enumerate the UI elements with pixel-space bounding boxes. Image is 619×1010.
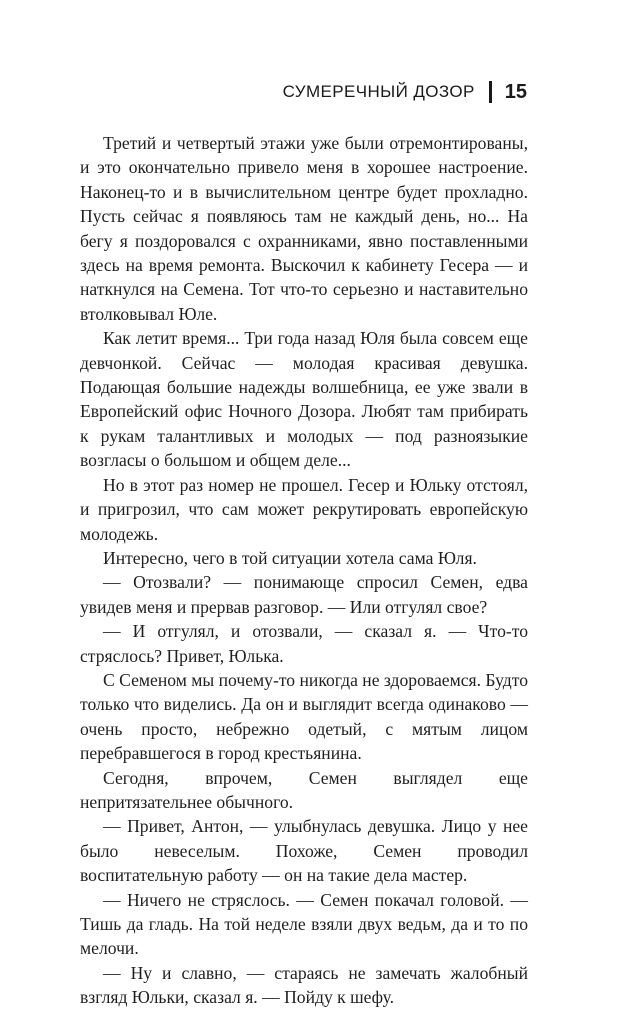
body-text bbox=[80, 131, 528, 1010]
paragraph: Как летит время... Три года назад Юля была совсем еще девчонкой. Сейчас — молодая красивая девушка. Подающая большие надежды волшебница, ее уже звали в Европейский офис Ночного Дозора. Любят там прибирать к рукам талантливых и молодых — под разноязыкие возгласы о большом и общем деле... bbox=[80, 328, 528, 471]
paragraph: С Семеном мы почему-то никогда не здороваемся. Будто только что виделись. Да он и выглядит всегда одинаково — очень просто, небрежно одетый, с мятым лицом перебравшегося в город крестьянина. bbox=[80, 669, 528, 764]
paragraph: Но в этот раз номер не прошел. Гесер и Юльку отстоял, и пригрозил, что сам может рекрутировать европейскую молодежь. bbox=[80, 474, 528, 544]
paragraph: Сегодня, впрочем, Семен выглядел еще непритязательнее обычного. bbox=[80, 767, 528, 812]
paragraph: — Ничего не стряслось. — Семен покачал головой. — Тишь да гладь. На той неделе взяли двух ведьм, да и то по мелочи. bbox=[80, 889, 528, 959]
page-number: 15 bbox=[504, 80, 527, 103]
paragraph: — Привет, Антон, — улыбнулась девушка. Лицо у нее было невеселым. Похоже, Семен проводил воспитательную работу — он на такие дела мастер. bbox=[80, 816, 528, 886]
header-separator bbox=[489, 81, 492, 103]
paragraph: Интересно, чего в той ситуации хотела сама Юля. bbox=[103, 547, 477, 568]
paragraph: — Отозвали? — понимающе спросил Семен, едва увидев меня и прервав разговор. — Или отгулял свое? bbox=[80, 572, 528, 617]
paragraph: Третий и четвертый этажи уже были отремонтированы, и это окончательно привело меня в хорошее настроение. Наконец-то и в вычислительном центре будет прохладно. Пусть сейчас я появляюсь там не каждый день, но... На бегу я поздоровался с охранниками, явно поставленными здесь на время ремонта. Выскочил к кабинету Гесера — и наткнулся на Семена. Тот что-то серьезно и наставительно втолковывал Юле. bbox=[80, 133, 528, 324]
running-title: СУМЕРЕЧНЫЙ ДОЗОР bbox=[282, 82, 475, 101]
paragraph: — Ну и славно, — стараясь не замечать жалобный взгляд Юльки, сказал я. — Пойду к шефу. bbox=[80, 962, 528, 1008]
running-header bbox=[283, 72, 527, 112]
paragraph: — И отгулял, и отозвали, — сказал я. — Что-то стряслось? Привет, Юлька. bbox=[80, 621, 528, 666]
